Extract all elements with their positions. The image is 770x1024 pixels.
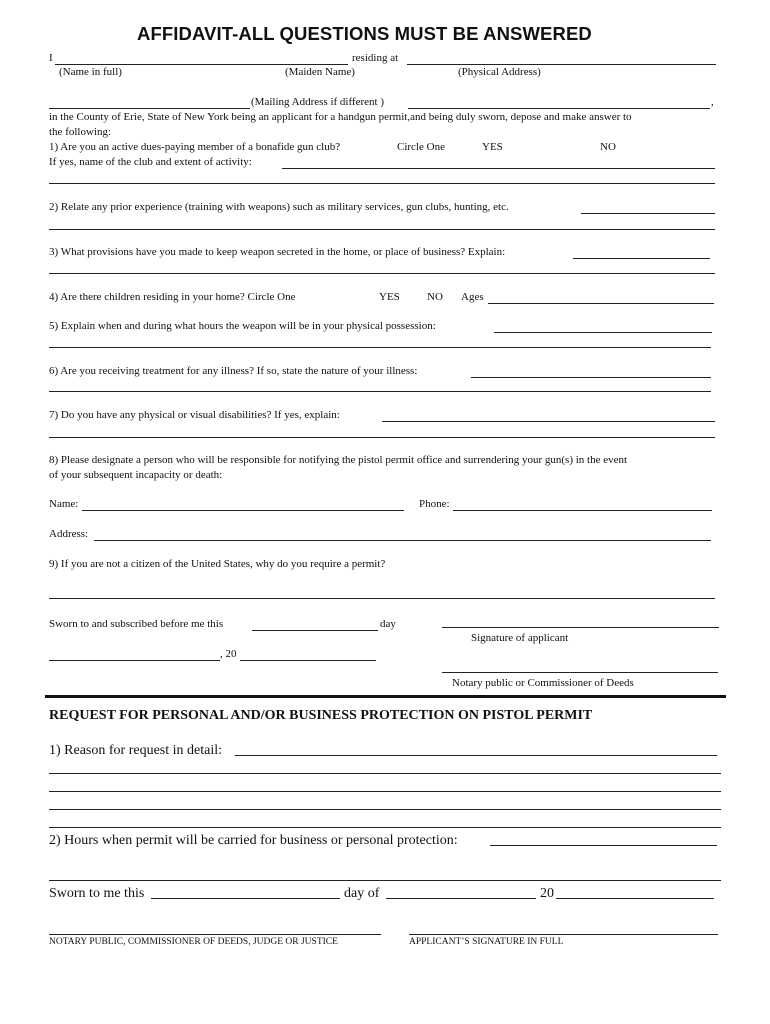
request-heading: REQUEST FOR PERSONAL AND/OR BUSINESS PROTECTION ON PISTOL PERMIT (49, 708, 593, 723)
question-1: 1) Are you an active dues-paying member of a bonafide gun club? (49, 141, 341, 153)
request-reason-label: 1) Reason for request in detail: (49, 743, 223, 758)
q6-answer-line2[interactable] (49, 391, 711, 392)
question-9: 9) If you are not a citizen of the United States, why do you require a permit? (49, 558, 386, 570)
notary-signature-field[interactable] (442, 672, 718, 673)
q1-followup: If yes, name of the club and extent of activity: (49, 156, 252, 168)
request-reason-line3[interactable] (49, 791, 721, 792)
q1-no-option[interactable]: NO (600, 141, 616, 153)
twenty-label: 20 (540, 886, 554, 901)
q5-answer-line2[interactable] (49, 347, 711, 348)
q7-answer-field[interactable] (382, 421, 715, 422)
request-hours-field[interactable] (490, 845, 717, 846)
sworn-month-field-2[interactable] (386, 898, 536, 899)
question-8-line1: 8) Please designate a person who will be responsible for notifying the pistol permit office and surrendering your gun(s) in the event (49, 454, 628, 466)
question-8-line2: of your subsequent incapacity or death: (49, 469, 223, 481)
sworn-year-field[interactable] (240, 660, 376, 661)
the-following: the following: (49, 126, 112, 138)
request-hours-line2[interactable] (49, 880, 721, 881)
physical-address-caption: (Physical Address) (458, 66, 541, 78)
q2-answer-line2[interactable] (49, 229, 715, 230)
i-label: I (49, 52, 53, 64)
name-in-full-caption: (Name in full) (59, 66, 122, 78)
q4-ages-label: Ages (461, 291, 484, 303)
day-of-label: day of (344, 886, 380, 901)
q1-club-field[interactable] (282, 168, 715, 169)
applicant-signature-field[interactable] (442, 627, 719, 628)
mailing-address-caption: (Mailing Address if different ) (251, 96, 384, 108)
q8-name-field[interactable] (82, 510, 404, 511)
question-7: 7) Do you have any physical or visual disabilities? If yes, explain: (49, 409, 340, 421)
q2-answer-field[interactable] (581, 213, 715, 214)
notary-caption: Notary public or Commissioner of Deeds (452, 677, 634, 689)
request-reason-line2[interactable] (49, 773, 721, 774)
notary-judge-caption: NOTARY PUBLIC, COMMISSIONER OF DEEDS, JUDGE OR JUSTICE (49, 937, 338, 947)
county-statement: in the County of Erie, State of New York being an applicant for a handgun permit,and being duly sworn, depose and make answer to (49, 111, 632, 123)
sworn-year-field-2[interactable] (556, 898, 714, 899)
q3-answer-line2[interactable] (49, 273, 715, 274)
mailing-address-field-right[interactable] (408, 108, 710, 109)
sworn-month-field[interactable] (49, 660, 220, 661)
q8-address-label: Address: (49, 528, 89, 540)
q3-answer-field[interactable] (573, 258, 710, 259)
page-title: AFFIDAVIT-ALL QUESTIONS MUST BE ANSWERED (137, 23, 592, 44)
sworn-day-label: day (380, 618, 396, 630)
question-4: 4) Are there children residing in your home? Circle One (49, 291, 296, 303)
q4-no-option[interactable]: NO (427, 291, 443, 303)
maiden-name-caption: (Maiden Name) (285, 66, 355, 78)
q1-circle-one: Circle One (397, 141, 445, 153)
request-reason-line5[interactable] (49, 827, 721, 828)
q1-club-field-line2[interactable] (49, 183, 715, 184)
sworn-to-me-label: Sworn to me this (49, 886, 145, 901)
full-name-field[interactable] (55, 64, 348, 65)
q1-yes-option[interactable]: YES (482, 141, 503, 153)
residing-at-label: residing at (352, 52, 399, 64)
sworn-to-me-day-field[interactable] (151, 898, 340, 899)
question-6: 6) Are you receiving treatment for any illness? If so, state the nature of your illness: (49, 365, 418, 377)
sworn-subscribed-text: Sworn to and subscribed before me this (49, 618, 224, 630)
q5-answer-field[interactable] (494, 332, 712, 333)
request-reason-field[interactable] (235, 755, 717, 756)
request-hours-label: 2) Hours when permit will be carried for business or personal protection: (49, 833, 458, 848)
q4-yes-option[interactable]: YES (379, 291, 400, 303)
q9-answer-field[interactable] (49, 598, 715, 599)
sworn-year-prefix: , 20 (220, 648, 237, 660)
q8-name-label: Name: (49, 498, 79, 510)
q8-phone-field[interactable] (453, 510, 712, 511)
applicant-full-signature-caption: APPLICANT’S SIGNATURE IN FULL (409, 937, 564, 947)
request-reason-line4[interactable] (49, 809, 721, 810)
section-divider (45, 695, 726, 698)
question-2: 2) Relate any prior experience (training with weapons) such as military services, gun clubs, hunting, etc. (49, 201, 509, 213)
signature-applicant-caption: Signature of applicant (471, 632, 569, 644)
notary-judge-signature-field[interactable] (49, 934, 381, 935)
mailing-address-field-left[interactable] (49, 108, 250, 109)
question-3: 3) What provisions have you made to keep weapon secreted in the home, or place of business? Explain: (49, 246, 506, 258)
sworn-day-field[interactable] (252, 630, 378, 631)
q6-answer-field[interactable] (471, 377, 711, 378)
physical-address-field[interactable] (407, 64, 716, 65)
question-5: 5) Explain when and during what hours the weapon will be in your physical possession: (49, 320, 436, 332)
applicant-full-signature-field[interactable] (409, 934, 718, 935)
mailing-comma: , (711, 96, 714, 108)
q4-ages-field[interactable] (488, 303, 714, 304)
q7-answer-line2[interactable] (49, 437, 715, 438)
q8-phone-label: Phone: (419, 498, 450, 510)
q8-address-field[interactable] (94, 540, 711, 541)
